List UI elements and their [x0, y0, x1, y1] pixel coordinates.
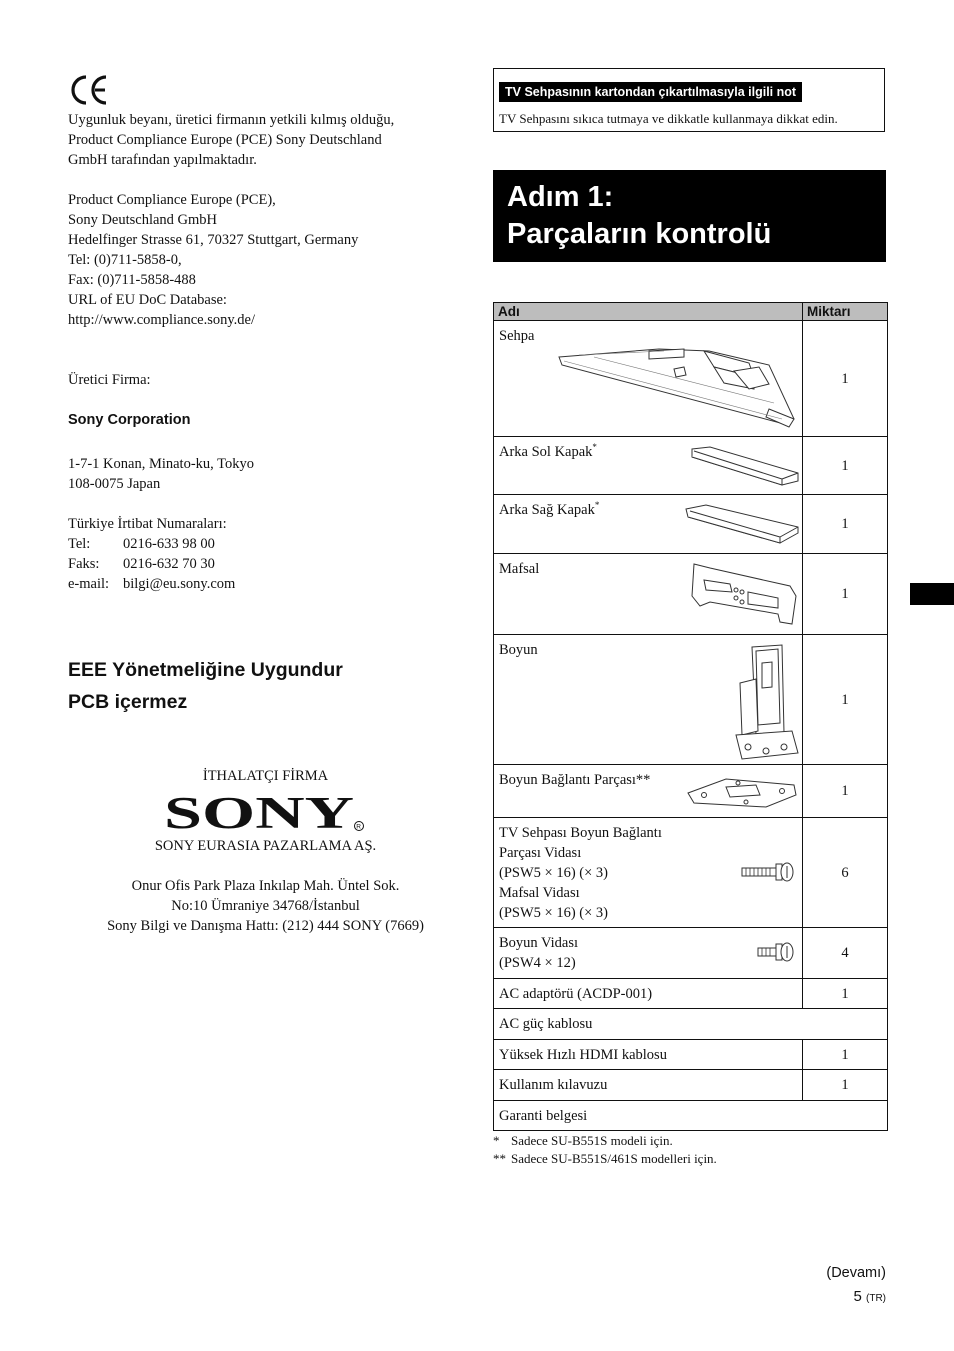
qty-cell: 1 [803, 437, 888, 495]
footnote: ** Sadece SU-B551S/461S modelleri için. [493, 1151, 717, 1166]
table-row: AC güç kablosu [494, 1009, 888, 1040]
parts-table [493, 302, 888, 1131]
declaration-text: Uygunluk beyanı, üretici firmanın yetkili kılmış olduğu, Product Compliance Europe (PCE) Sony Deutschland GmbH tarafından yapılmaktadır. [68, 112, 395, 168]
note-title: TV Sehpasının kartondan çıkartılmasıyla ilgili not [499, 82, 802, 102]
qty-cell: 1 [803, 979, 888, 1009]
turkey-contacts [68, 514, 468, 594]
contact-row: e-mail: bilgi@eu.sony.com [68, 576, 236, 592]
table-row: Yüksek Hızlı HDMI kablosu 1 [494, 1040, 888, 1070]
qty-cell: 1 [803, 554, 888, 635]
sony-logo [164, 793, 366, 833]
hinge-illustration [690, 562, 800, 628]
footnote: * Sadece SU-B551S modeli için. [493, 1133, 673, 1148]
compliance-url: http://www.compliance.sony.de/ [68, 312, 255, 328]
contact-row: Faks: 0216-632 70 30 [68, 556, 215, 572]
contact-email: bilgi@eu.sony.com [123, 576, 236, 592]
qty-cell: 1 [803, 495, 888, 554]
table-row: AC adaptörü (ACDP-001) 1 [494, 979, 888, 1009]
pce-address: Product Compliance Europe (PCE), Sony Deutschland GmbH Hedelfinger Strasse 61, 70327 Stuttgart, Germany Tel: (0)711-5858-0, Fax: (0)711-5858-488 URL of EU DoC Database: http://www.compliance.sony.de/ [68, 190, 468, 330]
table-row: Mafsal 1 [494, 554, 888, 635]
importer-name: SONY EURASIA PAZARLAMA AŞ. [154, 838, 377, 854]
importer-block: İTHALATÇI FİRMA SONY EURASIA PAZARLAMA AŞ. Onur Ofis Park Plaza Inkılap Mah. Üntel Sok. No:10 Ümraniye 34768/İstanbul Sony Bilgi ve Danışma Hattı: (212) 444 SONY (7669) [68, 766, 463, 936]
svg-text:SONY: SONY [164, 793, 354, 833]
step-heading-banner: Adım 1: Parçaların kontrolü [493, 170, 886, 262]
stand-base-illustration [554, 339, 799, 431]
neck-bracket-illustration [686, 775, 800, 809]
table-header-row [494, 303, 888, 321]
contacts-title: Türkiye İrtibat Numaraları: [68, 516, 227, 532]
screw-psw4-icon [756, 940, 796, 964]
table-row: TV Sehpası Boyun Bağlantı Parçası Vidası (PSW5 × 16) (× 3) Mafsal Vidası (PSW5 × 16) (× 3) 6 [494, 818, 888, 928]
table-row: Boyun Bağlantı Parçası** 1 [494, 765, 888, 818]
eee-compliance-heading: EEE Yönetmeliğine Uygundur PCB içermez [68, 659, 343, 713]
table-row: Arka Sol Kapak* 1 [494, 437, 888, 495]
neck-illustration [732, 643, 802, 761]
continued-label: (Devamı) [826, 1265, 886, 1281]
table-row: Sehpa 1 [494, 321, 888, 437]
table-footnotes [493, 1132, 717, 1168]
page-number: 5 (TR) [853, 1288, 886, 1305]
column-header-qty: Miktarı [803, 303, 888, 321]
table-row: Boyun 1 [494, 635, 888, 765]
note-text: TV Sehpasını sıkıca tutmaya ve dikkatle kullanmaya dikkat edin. [499, 111, 838, 126]
manufacturer-label: Üretici Firma: [68, 372, 151, 388]
table-row: Arka Sağ Kapak* 1 [494, 495, 888, 554]
qty-cell: 4 [803, 928, 888, 979]
qty-cell: 6 [803, 818, 888, 928]
section-edge-tab [910, 583, 954, 605]
rear-right-cover-illustration [684, 501, 800, 547]
contact-row: Tel: 0216-633 98 00 [68, 536, 215, 552]
screw-psw5-icon [740, 860, 796, 884]
importer-label: İTHALATÇI FİRMA [202, 768, 329, 784]
ce-mark-icon [70, 74, 110, 106]
qty-cell: 1 [803, 765, 888, 818]
table-row: Boyun Vidası (PSW4 × 12) 4 [494, 928, 888, 979]
manufacturer-name: Sony Corporation [68, 412, 191, 428]
qty-cell: 1 [803, 1070, 888, 1101]
table-row: Kullanım kılavuzu 1 [494, 1070, 888, 1101]
table-row: Garanti belgesi [494, 1101, 888, 1131]
rear-left-cover-illustration [690, 445, 800, 489]
qty-cell: 1 [803, 635, 888, 765]
unpacking-note-box [493, 68, 885, 132]
qty-cell: 1 [803, 1040, 888, 1070]
svg-text:R: R [356, 823, 362, 831]
qty-cell: 1 [803, 321, 888, 437]
column-header-name: Adı [494, 303, 803, 321]
manufacturer-address: 1-7-1 Konan, Minato-ku, Tokyo 108-0075 Japan [68, 456, 254, 492]
